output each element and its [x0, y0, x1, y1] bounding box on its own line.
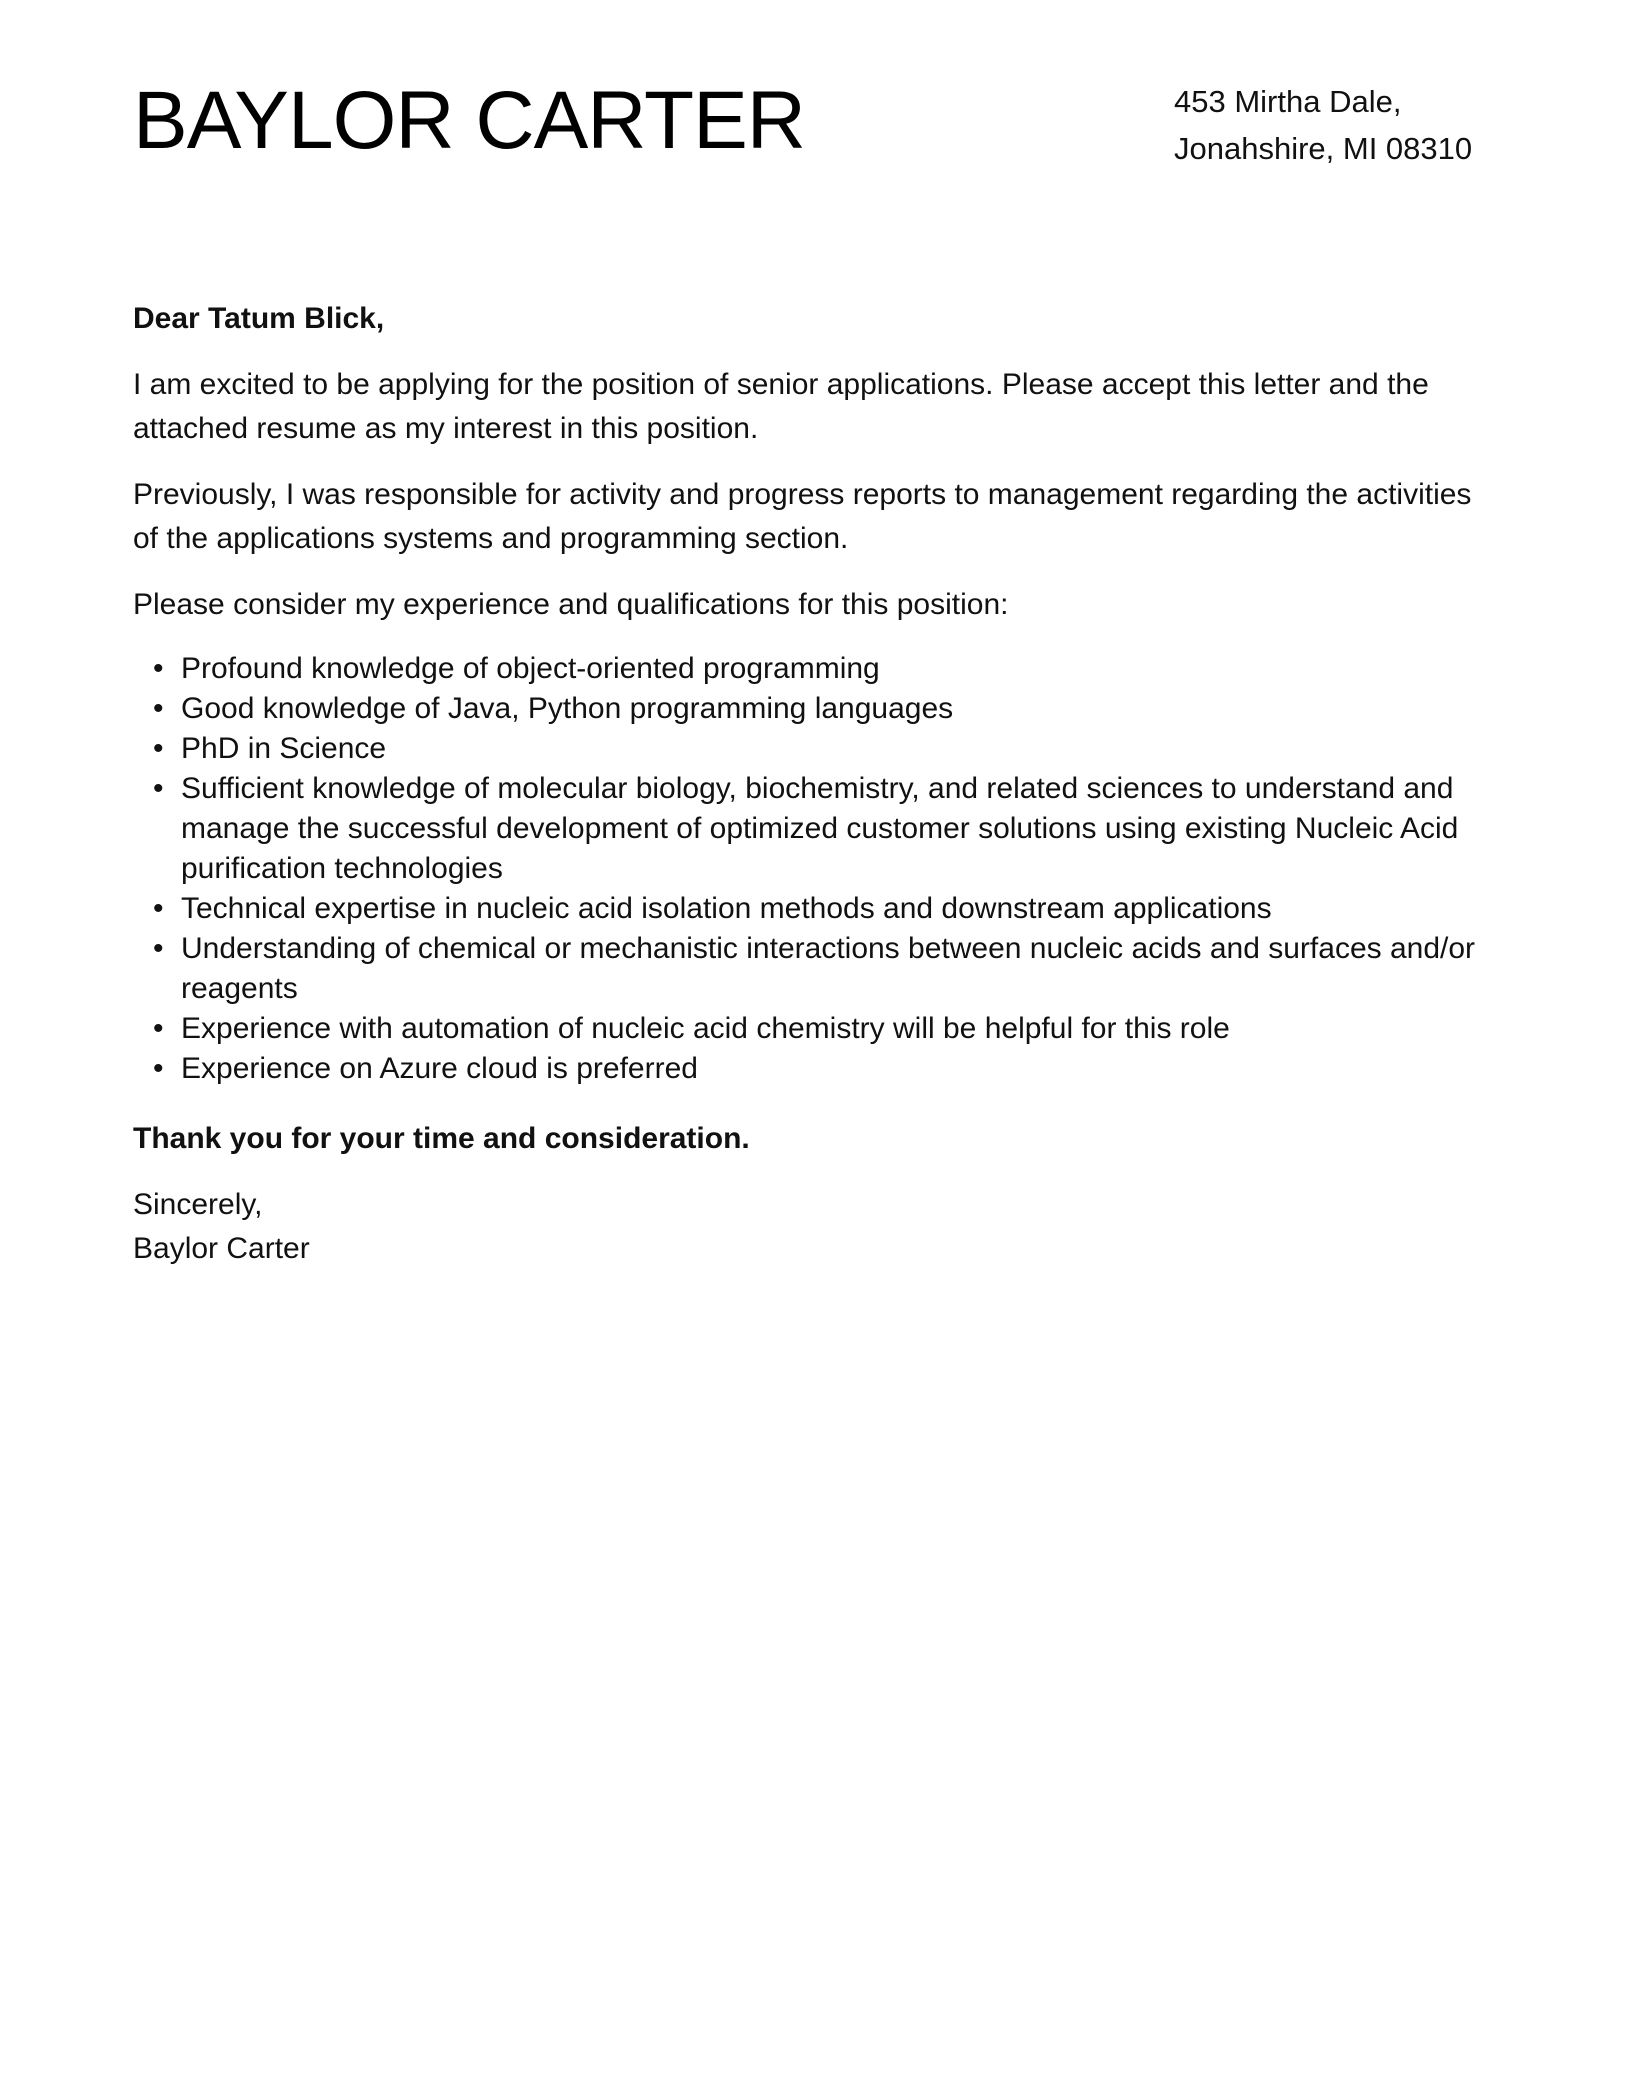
- list-item-text: Sufficient knowledge of molecular biology, biochemistry, and related sciences to understand and manage the successful development of optimized customer solutions using existing Nucleic Acid purification technologies: [181, 772, 1459, 885]
- signature-name: Baylor Carter: [133, 1232, 310, 1265]
- list-item: [153, 769, 1503, 889]
- thanks-line: Thank you for your time and consideration.: [133, 1122, 750, 1155]
- list-item-text: Experience with automation of nucleic acid chemistry will be helpful for this role: [181, 1012, 1230, 1045]
- list-item: [153, 1009, 1503, 1049]
- bullet-icon: •: [153, 1012, 164, 1045]
- qualifications-list: [133, 649, 1503, 1089]
- paragraph-intro: I am excited to be applying for the position of senior applications. Please accept this letter and the attached resume as my interest in this position.: [133, 368, 1429, 445]
- sender-address: [1174, 78, 1472, 172]
- list-item-text: Good knowledge of Java, Python programming languages: [181, 692, 954, 725]
- list-item-text: Understanding of chemical or mechanistic interactions between nucleic acids and surfaces and/or reagents: [181, 932, 1476, 1005]
- bullet-icon: •: [153, 692, 164, 725]
- salutation: Dear Tatum Blick,: [133, 302, 385, 335]
- list-item: [153, 889, 1503, 929]
- qualifications-intro: Please consider my experience and qualifications for this position:: [133, 588, 1009, 621]
- list-item-text: Experience on Azure cloud is preferred: [181, 1052, 698, 1085]
- closing: Sincerely,: [133, 1188, 263, 1221]
- list-item: [153, 689, 1503, 729]
- paragraph-experience: Previously, I was responsible for activity and progress reports to management regarding the activities of the applications systems and programming section.: [133, 478, 1472, 555]
- list-item: [153, 929, 1503, 1009]
- letter-body: [133, 297, 1503, 1271]
- letter-header: [133, 70, 1499, 210]
- list-item: [153, 649, 1503, 689]
- list-item-text: PhD in Science: [181, 732, 387, 765]
- bullet-icon: •: [153, 1052, 164, 1085]
- list-item-text: Technical expertise in nucleic acid isolation methods and downstream applications: [181, 892, 1272, 925]
- bullet-icon: •: [153, 732, 164, 765]
- sender-name: BAYLOR CARTER: [133, 75, 806, 166]
- list-item: [153, 1049, 1503, 1089]
- address-line-1: 453 Mirtha Dale,: [1174, 84, 1402, 119]
- address-line-2: Jonahshire, MI 08310: [1174, 131, 1473, 166]
- list-item-text: Profound knowledge of object-oriented programming: [181, 652, 880, 685]
- bullet-icon: •: [153, 772, 164, 805]
- list-item: [153, 729, 1503, 769]
- bullet-icon: •: [153, 892, 164, 925]
- bullet-icon: •: [153, 932, 164, 965]
- bullet-icon: •: [153, 652, 164, 685]
